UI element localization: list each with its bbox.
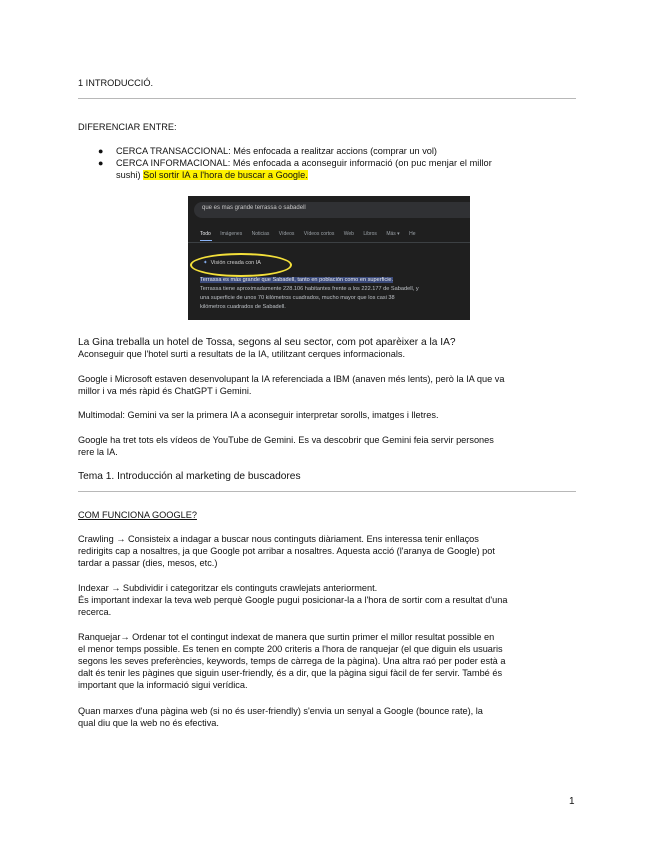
google-microsoft-line2: millor i va més ràpid és ChatGPT i Gemini. bbox=[78, 386, 252, 396]
crawling-line2: redirigits cap a nosaltres, ja que Google pot arribar a nosaltres. Aquesta acció (l'aranya de Google) pot bbox=[78, 546, 495, 556]
google-ai-screenshot bbox=[188, 196, 470, 320]
crawling-line1: Crawling → Consisteix a indagar a buscar nous continguts diàriament. Ens interessa tenir enllaços bbox=[78, 534, 479, 544]
tab-videos: Vídeos bbox=[278, 231, 295, 237]
search-bar bbox=[194, 202, 470, 218]
gina-question: La Gina treballa un hotel de Tossa, segons al seu sector, com pot aparèixer a la IA? bbox=[78, 337, 456, 348]
bullet-dot: ● bbox=[98, 146, 104, 156]
sparkle-icon: ✦ bbox=[203, 260, 208, 266]
como-funciona-heading: COM FUNCIONA GOOGLE? bbox=[78, 510, 197, 520]
tema-title: Tema 1. Introducción al marketing de buscadores bbox=[78, 471, 301, 482]
tab-todo: Todo bbox=[200, 231, 211, 237]
search-tabs bbox=[200, 231, 423, 237]
divider bbox=[78, 491, 576, 492]
ai-overview-label: ✦ Visión creada con IA bbox=[203, 260, 261, 266]
diferenciar-heading: DIFERENCIAR ENTRE: bbox=[78, 122, 177, 132]
google-microsoft-line1: Google i Microsoft estaven desenvolupant la IA referenciada a IBM (anaven més lents), però la IA que va bbox=[78, 374, 505, 384]
ranquejar-line3: segons les seves preferències, keywords, temps de càrrega de la pàgina). Una altra raó per poder està a bbox=[78, 656, 506, 666]
ranquejar-line1: Ranquejar→ Ordenar tot el contingut indexat de manera que surtin primer el millor resultat possible en bbox=[78, 632, 495, 642]
tab-noticias: Noticias bbox=[251, 231, 270, 237]
youtube-line2: rere la IA. bbox=[78, 447, 118, 457]
bullet-informacional: CERCA INFORMACIONAL: Més enfocada a aconseguir informació (on puc menjar el millor bbox=[116, 158, 492, 168]
bullet-dot: ● bbox=[98, 158, 104, 168]
page-number: 1 bbox=[569, 796, 575, 807]
tab-videos-cortos: Vídeos cortos bbox=[303, 231, 335, 237]
tabs-separator bbox=[188, 242, 470, 243]
divider bbox=[78, 98, 576, 99]
multimodal-paragraph: Multimodal: Gemini va ser la primera IA a aconseguir interpretar sorolls, imatges i lletres. bbox=[78, 410, 439, 420]
crawling-line3: tardar a passar (dies, mesos, etc.) bbox=[78, 558, 218, 568]
tab-web: Web bbox=[343, 231, 354, 237]
youtube-line1: Google ha tret tots els vídeos de YouTube de Gemini. Es va descobrir que Gemini feia servir persones bbox=[78, 435, 494, 445]
tab-mas: Más ▾ bbox=[386, 231, 400, 237]
ai-highlight: Terrassa es más grande que Sabadell, tanto en población como en superficie. bbox=[200, 277, 394, 283]
search-query: que es mas grande terrassa o sabadell bbox=[202, 205, 306, 211]
indexar-line3: recerca. bbox=[78, 607, 112, 617]
tab-he: He bbox=[409, 231, 416, 237]
bullet-transaccional: CERCA TRANSACCIONAL: Més enfocada a realitzar accions (comprar un vol) bbox=[116, 146, 437, 156]
active-tab-indicator bbox=[200, 240, 212, 241]
bounce-line1: Quan marxes d'una pàgina web (si no és user-friendly) s'envia un senyal a Google (bounce rate), la bbox=[78, 706, 483, 716]
indexar-line1: Indexar → Subdividir i categoritzar els continguts crawlejats anteriorment. bbox=[78, 583, 378, 593]
bounce-line2: qual diu que la web no és efectiva. bbox=[78, 718, 219, 728]
ranquejar-line5: important que la informació sigui verídica. bbox=[78, 680, 248, 690]
ranquejar-line4: dalt és tenir les pàgines que siguin user-friendly, és a dir, que la pàgina sigui fàcil de fer servir. També és bbox=[78, 668, 503, 678]
highlighted-note: Sol sortir IA a l'hora de buscar a Google. bbox=[143, 170, 308, 180]
indexar-line2: És important indexar la teva web perquè Google pugui posicionar-la a l'hora de sortir com a resultat d'una bbox=[78, 595, 508, 605]
section-title: 1 INTRODUCCIÓ. bbox=[78, 78, 154, 88]
tab-imagenes: Imágenes bbox=[220, 231, 243, 237]
gina-answer: Aconseguir que l'hotel surti a resultats de la IA, utilitzant cerques informacionals. bbox=[78, 349, 406, 359]
ai-overview-text: Terrassa es más grande que Sabadell, tanto en población como en superficie. Terrassa tiene aproximadamente 228.106 habitantes frente a los 222.177 de Sabadell, y una superficie de unos 70 kilómetros cuadrados, mucho mayor que los casi 38 kilómetros cuadrados de Sabadell. bbox=[200, 277, 419, 310]
ranquejar-line2: el menor temps possible. Es tenen en compte 200 criteris a l'hora de ranquejar (el que diguin els usuaris bbox=[78, 644, 503, 654]
tab-libros: Libros bbox=[363, 231, 377, 237]
bullet-informacional-cont: sushi) Sol sortir IA a l'hora de buscar a Google. bbox=[116, 170, 308, 180]
